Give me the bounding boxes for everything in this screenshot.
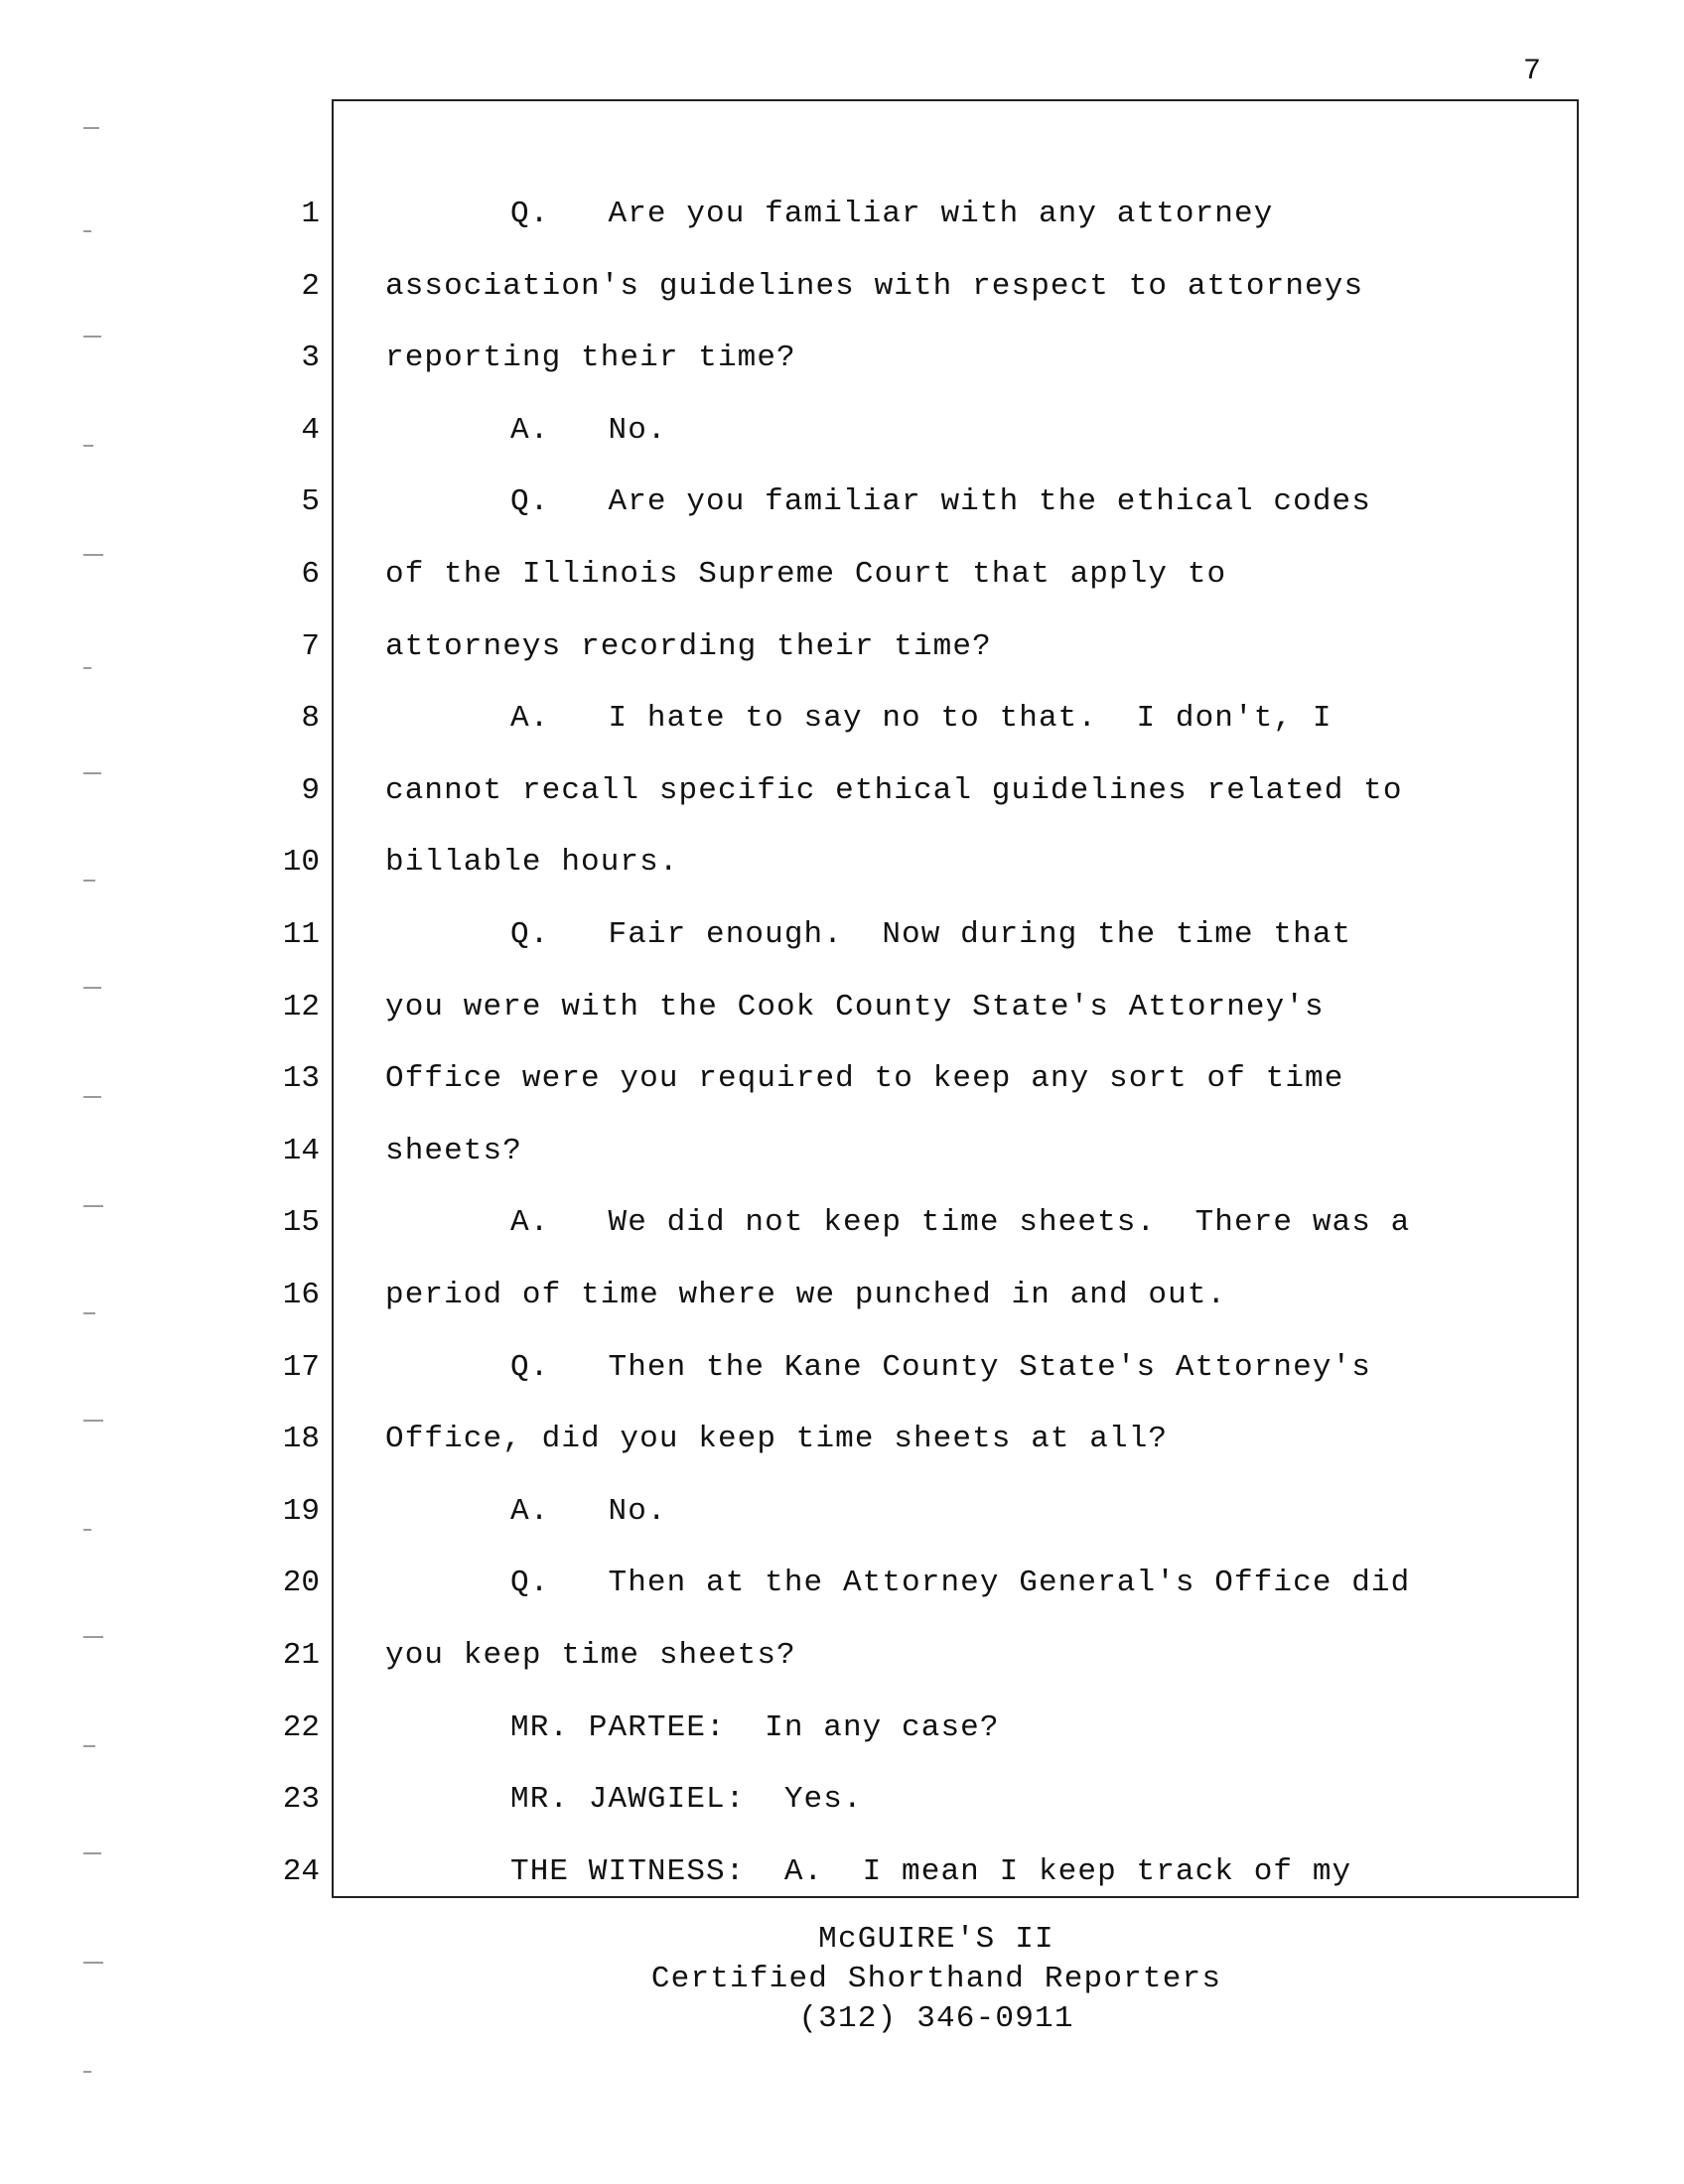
margin-tick bbox=[83, 987, 101, 989]
line-number: 4 bbox=[301, 413, 320, 448]
footer-company: McGUIRE'S II bbox=[818, 1922, 1054, 1957]
transcript-line: MR. JAWGIEL: Yes. bbox=[510, 1782, 863, 1817]
transcript-line: Office, did you keep time sheets at all? bbox=[385, 1422, 1169, 1456]
margin-tick bbox=[83, 336, 101, 338]
line-number: 16 bbox=[282, 1278, 320, 1312]
line-number: 3 bbox=[301, 341, 320, 375]
margin-tick bbox=[83, 880, 95, 882]
transcript-line: Q. Fair enough. Now during the time that bbox=[510, 917, 1352, 952]
margin-tick bbox=[83, 1420, 103, 1422]
line-number: 18 bbox=[282, 1422, 320, 1456]
transcript-line: A. No. bbox=[510, 1494, 667, 1529]
transcript-line: you were with the Cook County State's Attorney's bbox=[385, 990, 1325, 1024]
page-number: 7 bbox=[1522, 55, 1541, 88]
line-number: 13 bbox=[282, 1061, 320, 1096]
line-number: 12 bbox=[282, 990, 320, 1024]
transcript-line: sheets? bbox=[385, 1134, 522, 1168]
line-number: 17 bbox=[282, 1350, 320, 1385]
margin-tick bbox=[83, 1096, 101, 1098]
margin-tick bbox=[83, 772, 101, 774]
transcript-line: A. I hate to say no to that. I don't, I bbox=[510, 701, 1333, 736]
transcript-line: you keep time sheets? bbox=[385, 1638, 796, 1673]
transcript-line: association's guidelines with respect to attorneys bbox=[385, 269, 1364, 304]
transcript-line: of the Illinois Supreme Court that apply to bbox=[385, 557, 1227, 592]
line-number: 14 bbox=[282, 1134, 320, 1168]
line-number: 19 bbox=[282, 1494, 320, 1529]
line-number: 7 bbox=[301, 629, 320, 664]
transcript-line: Office were you required to keep any sort of time bbox=[385, 1061, 1344, 1096]
line-number: 6 bbox=[301, 557, 320, 592]
line-number: 8 bbox=[301, 701, 320, 736]
transcript-line: Q. Then at the Attorney General's Office did bbox=[510, 1566, 1411, 1600]
margin-tick bbox=[83, 1636, 103, 1638]
line-number: 9 bbox=[301, 773, 320, 808]
line-number: 5 bbox=[301, 484, 320, 519]
line-number: 15 bbox=[282, 1205, 320, 1240]
transcript-line: Q. Then the Kane County State's Attorney's bbox=[510, 1350, 1371, 1385]
margin-tick bbox=[83, 445, 93, 447]
line-number: 1 bbox=[301, 197, 320, 231]
transcript-line: reporting their time? bbox=[385, 341, 796, 375]
line-number: 11 bbox=[282, 917, 320, 952]
margin-tick bbox=[83, 1312, 95, 1314]
footer-tagline: Certified Shorthand Reporters bbox=[650, 1962, 1222, 1996]
margin-tick bbox=[83, 667, 91, 669]
transcript-line: cannot recall specific ethical guidelines related to bbox=[385, 773, 1403, 808]
transcript-line: Q. Are you familiar with any attorney bbox=[510, 197, 1274, 231]
margin-tick bbox=[83, 554, 103, 556]
line-number: 2 bbox=[301, 269, 320, 304]
transcript-line: A. No. bbox=[510, 413, 667, 448]
line-number: 20 bbox=[282, 1566, 320, 1600]
margin-tick bbox=[83, 2071, 91, 2073]
reporter-footer bbox=[0, 1920, 1684, 2039]
margin-tick bbox=[83, 1529, 91, 1531]
margin-tick bbox=[83, 1745, 95, 1747]
margin-tick bbox=[83, 1205, 103, 1207]
transcript-line: A. We did not keep time sheets. There was a bbox=[510, 1205, 1411, 1240]
margin-tick bbox=[83, 1962, 103, 1964]
margin-tick bbox=[83, 230, 91, 232]
line-number: 10 bbox=[282, 845, 320, 880]
transcript-line: THE WITNESS: A. I mean I keep track of my bbox=[510, 1854, 1352, 1889]
line-number: 22 bbox=[282, 1710, 320, 1745]
line-number: 24 bbox=[282, 1854, 320, 1889]
transcript-line: MR. PARTEE: In any case? bbox=[510, 1710, 1000, 1745]
line-number: 23 bbox=[282, 1782, 320, 1817]
transcript-line: period of time where we punched in and out. bbox=[385, 1278, 1227, 1312]
transcript-line: Q. Are you familiar with the ethical codes bbox=[510, 484, 1371, 519]
line-number: 21 bbox=[282, 1638, 320, 1673]
transcript-line: billable hours. bbox=[385, 845, 679, 880]
transcript-line: attorneys recording their time? bbox=[385, 629, 992, 664]
footer-phone: (312) 346-0911 bbox=[798, 2001, 1074, 2036]
margin-tick bbox=[83, 127, 99, 129]
margin-tick bbox=[83, 1852, 101, 1854]
